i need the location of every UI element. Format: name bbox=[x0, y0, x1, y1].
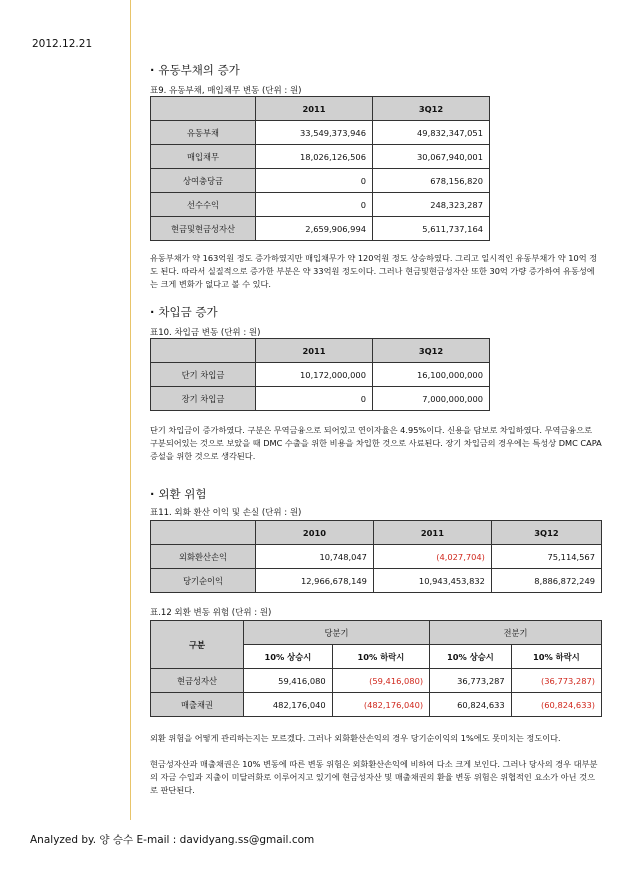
table-row bbox=[151, 169, 490, 193]
cell-value: 10,172,000,000 bbox=[256, 363, 373, 387]
table-header-cell: 3Q12 bbox=[491, 521, 601, 545]
table-header-cell: 2011 bbox=[373, 521, 491, 545]
cell-value: 16,100,000,000 bbox=[373, 363, 490, 387]
section2-paragraph: 단기 차입금이 증가하였다. 구분은 무역금융으로 되어있고 연이자율은 4.95%이다. 신용을 담보로 차입하였다. 무역금융으로 구분되어있는 것으로 보았을 때 DMC 수출을 위한 비용을 차입한 것으로 사료된다. 장기 차입금의 경우에는 특성상 DMC CAPA 증설을 위한 것으로 생각된다. bbox=[150, 425, 602, 461]
cell-value: 18,026,126,506 bbox=[256, 145, 373, 169]
cell-value: 8,886,872,249 bbox=[491, 569, 601, 593]
table11-caption: 표11. 외화 환산 이익 및 손실 (단위 : 원) bbox=[150, 508, 302, 518]
row-label: 장기 차입금 bbox=[151, 387, 256, 411]
cell-value-negative: (4,027,704) bbox=[373, 545, 491, 569]
cell-value-negative: (60,824,633) bbox=[511, 693, 601, 717]
table-header-cell: 3Q12 bbox=[373, 339, 490, 363]
table-header-cell bbox=[151, 97, 256, 121]
cell-value: 75,114,567 bbox=[491, 545, 601, 569]
cell-value: 482,176,040 bbox=[244, 693, 333, 717]
bullet-icon: · bbox=[150, 487, 155, 501]
row-label: 현금성자산 bbox=[151, 669, 244, 693]
table-row bbox=[151, 693, 602, 717]
cell-value: 0 bbox=[256, 387, 373, 411]
row-label: 상여충당금 bbox=[151, 169, 256, 193]
section3-paragraph-2: 현금성자산과 매출채권은 10% 변동에 따른 변동 위험은 외화환산손익에 비하여 다소 크게 보인다. 그러나 당사의 경우 대부분의 자금 수입과 지출이 미달러화로 이루어지고 있기에 현금성자산 및 매출채권의 환율 변동 위험은 위협적인 요소가 아닌 것으로 판단된다. bbox=[150, 759, 598, 795]
table-header-cell: 2011 bbox=[256, 97, 373, 121]
row-label: 매입채무 bbox=[151, 145, 256, 169]
table10 bbox=[150, 338, 490, 411]
cell-value: 49,832,347,051 bbox=[373, 121, 490, 145]
table-row bbox=[151, 193, 490, 217]
table-header-cell: 10% 상승시 bbox=[244, 645, 333, 669]
row-label: 외화환산손익 bbox=[151, 545, 256, 569]
cell-value: 0 bbox=[256, 193, 373, 217]
cell-value: 12,966,678,149 bbox=[256, 569, 374, 593]
table-group-header: 전분기 bbox=[430, 621, 602, 645]
section-heading-borrowings: · 차입금 증가 bbox=[150, 305, 218, 319]
table-row bbox=[151, 145, 490, 169]
cell-value: 7,000,000,000 bbox=[373, 387, 490, 411]
section-heading-fx-risk: · 외환 위험 bbox=[150, 487, 207, 501]
section1-paragraph: 유동부채가 약 163억원 정도 증가하였지만 매입채무가 약 120억원 정도 상승하였다. 그리고 일시적인 유동부채가 약 10억 정도 된다. 따라서 실질적으로 증가한 부분은 약 33억원 정도이다. 그러나 현금및현금성자산 또한 30억 가량 증가하여 유동성에는 크게 변화가 없다고 볼 수 있다. bbox=[150, 253, 598, 289]
table10-caption: 표10. 차입금 변동 (단위 : 원) bbox=[150, 328, 261, 338]
cell-value: 10,748,047 bbox=[256, 545, 374, 569]
table11 bbox=[150, 520, 602, 593]
table12 bbox=[150, 620, 602, 717]
cell-value: 0 bbox=[256, 169, 373, 193]
row-label: 매출채권 bbox=[151, 693, 244, 717]
cell-value: 10,943,453,832 bbox=[373, 569, 491, 593]
cell-value: 5,611,737,164 bbox=[373, 217, 490, 241]
row-label: 당기순이익 bbox=[151, 569, 256, 593]
cell-value-negative: (59,416,080) bbox=[332, 669, 429, 693]
table-header-cell: 10% 상승시 bbox=[430, 645, 512, 669]
table-header-cell bbox=[151, 339, 256, 363]
table-header-cell: 3Q12 bbox=[373, 97, 490, 121]
table-row bbox=[151, 669, 602, 693]
table-header-cell: 2010 bbox=[256, 521, 374, 545]
cell-value: 2,659,906,994 bbox=[256, 217, 373, 241]
table-row bbox=[151, 217, 490, 241]
table-row bbox=[151, 569, 602, 593]
cell-value: 60,824,633 bbox=[430, 693, 512, 717]
table-row bbox=[151, 363, 490, 387]
margin-rule bbox=[130, 0, 131, 820]
cell-value-negative: (36,773,287) bbox=[511, 669, 601, 693]
table-header-cell: 2011 bbox=[256, 339, 373, 363]
table9-caption: 표9. 유동부채, 매입채무 변동 (단위 : 원) bbox=[150, 86, 302, 96]
cell-value: 30,067,940,001 bbox=[373, 145, 490, 169]
table-header-row bbox=[151, 521, 602, 545]
table-header-row bbox=[151, 97, 490, 121]
table-group-header: 당분기 bbox=[244, 621, 430, 645]
row-label: 현금및현금성자산 bbox=[151, 217, 256, 241]
table-header-cell: 10% 하락시 bbox=[332, 645, 429, 669]
cell-value: 36,773,287 bbox=[430, 669, 512, 693]
table9 bbox=[150, 96, 490, 241]
table-row bbox=[151, 387, 490, 411]
cell-value: 59,416,080 bbox=[244, 669, 333, 693]
row-label: 단기 차입금 bbox=[151, 363, 256, 387]
bullet-icon: · bbox=[150, 305, 155, 319]
row-label: 선수수익 bbox=[151, 193, 256, 217]
footer-author: Analyzed by. 양 승수 E-mail : davidyang.ss@gmail.com bbox=[30, 834, 315, 846]
table-header-cell: 구분 bbox=[151, 621, 244, 669]
cell-value: 248,323,287 bbox=[373, 193, 490, 217]
table-header-cell: 10% 하락시 bbox=[511, 645, 601, 669]
bullet-icon: · bbox=[150, 63, 155, 77]
table12-caption: 표.12 외환 변동 위험 (단위 : 원) bbox=[150, 608, 272, 618]
table-row bbox=[151, 545, 602, 569]
cell-value: 678,156,820 bbox=[373, 169, 490, 193]
cell-value-negative: (482,176,040) bbox=[332, 693, 429, 717]
table-header-cell bbox=[151, 521, 256, 545]
cell-value: 33,549,373,946 bbox=[256, 121, 373, 145]
table-header-row bbox=[151, 621, 602, 645]
section-heading-current-liabilities: · 유동부채의 증가 bbox=[150, 63, 240, 77]
section3-paragraph-1: 외환 위험을 어떻게 관리하는지는 모르겠다. 그러나 외화환산손익의 경우 당기순이익의 1%에도 못미치는 정도이다. bbox=[150, 733, 561, 743]
table-row bbox=[151, 121, 490, 145]
row-label: 유동부채 bbox=[151, 121, 256, 145]
document-date: 2012.12.21 bbox=[32, 38, 93, 50]
table-header-row bbox=[151, 339, 490, 363]
